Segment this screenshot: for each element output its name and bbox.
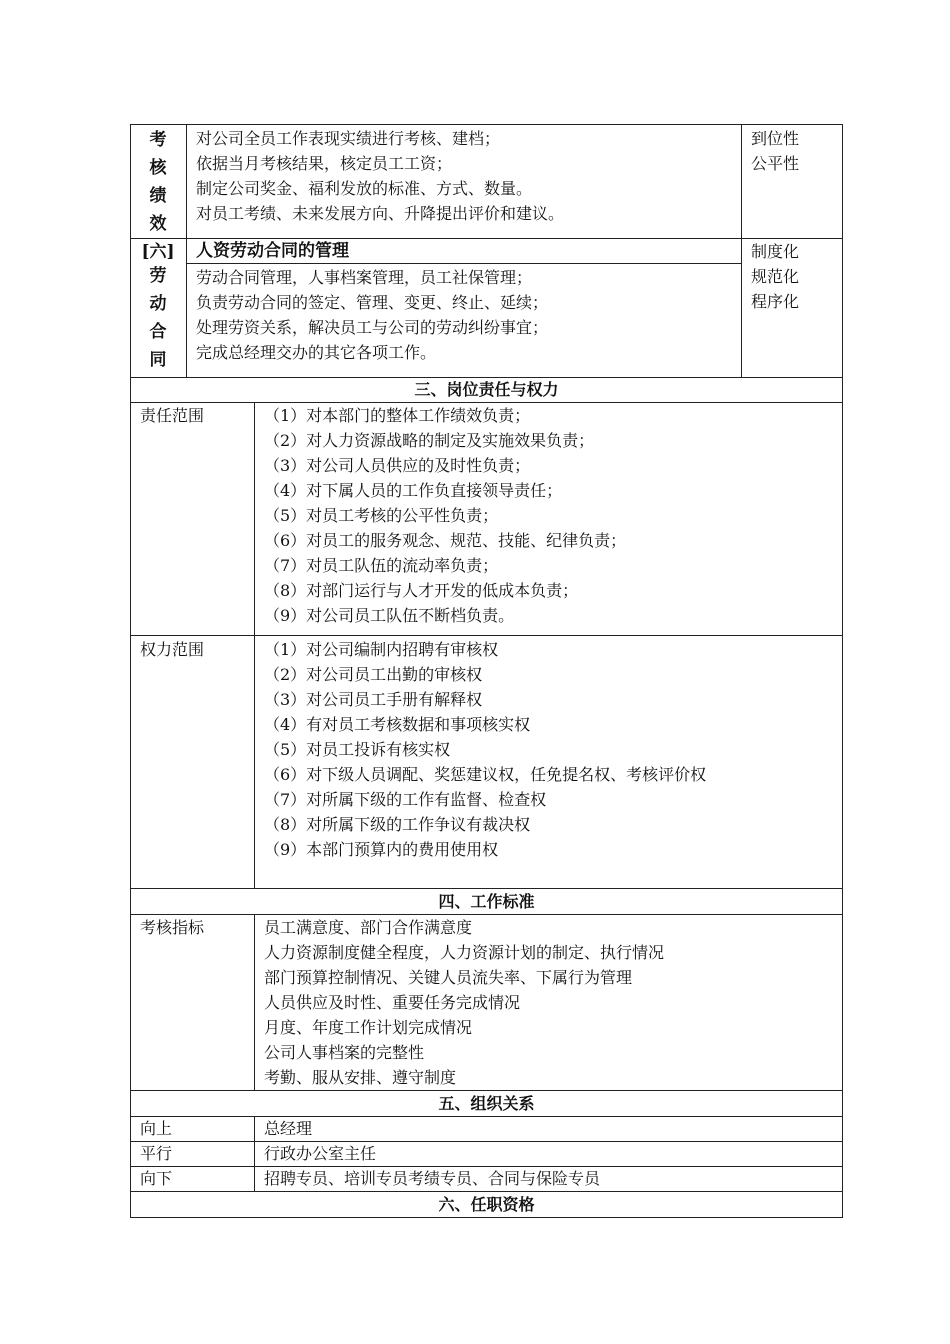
indicator-label: 考核指标: [140, 918, 205, 937]
list-item: （8）对部门运行与人才开发的低成本负责；: [264, 581, 579, 600]
duty-line: 依据当月考核结果，核定员工工资；: [196, 154, 453, 173]
section-title: 六、任职资格: [438, 1195, 535, 1214]
table-border-top: [130, 124, 843, 125]
contract-title: 人资劳动合同的管理: [196, 241, 349, 261]
relation-value: 行政办公室主任: [264, 1144, 377, 1163]
responsibility-list: [264, 403, 626, 628]
standard-item: 到位性: [751, 129, 800, 148]
standard-item: 程序化: [751, 292, 800, 311]
divider: [186, 124, 187, 377]
list-item: 部门预算控制情况、关键人员流失率、下属行为管理: [264, 968, 633, 987]
divider: [741, 124, 742, 377]
list-item: （5）对员工投诉有核实权: [264, 740, 451, 759]
authority-list: [264, 637, 706, 862]
section-title: 三、岗位责任与权力: [414, 380, 559, 399]
duty-line: 完成总经理交办的其它各项工作。: [196, 343, 437, 362]
kaohe-duties: [196, 126, 564, 226]
list-item: （4）有对员工考核数据和事项核实权: [264, 715, 531, 734]
divider: [254, 914, 255, 1090]
standard-item: 制度化: [751, 242, 800, 261]
duty-line: 劳动合同管理，人事档案管理，员工社保管理；: [196, 268, 533, 287]
list-item: （9）本部门预算内的费用使用权: [264, 840, 499, 859]
list-item: （6）对下级人员调配、奖惩建议权，任免提名权、考核评价权: [264, 765, 707, 784]
authority-label: 权力范围: [140, 640, 205, 659]
list-item: 员工满意度、部门合作满意度: [264, 918, 473, 937]
list-item: （2）对公司员工出勤的审核权: [264, 665, 483, 684]
list-item: 人员供应及时性、重要任务完成情况: [264, 993, 521, 1012]
section-title: 四、工作标准: [438, 892, 535, 911]
list-item: （1）对本部门的整体工作绩效负责；: [264, 406, 531, 425]
list-item: （9）对公司员工队伍不断档负责。: [264, 606, 515, 625]
list-item: （3）对公司员工手册有解释权: [264, 690, 483, 709]
relation-label: 平行: [140, 1144, 173, 1163]
table-border-right: [842, 124, 843, 1218]
relation-label: 向上: [140, 1119, 173, 1138]
kaohe-standard: [751, 126, 799, 176]
duty-line: 对公司全员工作表现实绩进行考核、建档；: [196, 129, 501, 148]
list-item: （8）对所属下级的工作争议有裁决权: [264, 815, 531, 834]
divider: [254, 1116, 255, 1191]
list-item: （4）对下属人员的工作负直接领导责任；: [264, 481, 563, 500]
duty-line: 对员工考绩、未来发展方向、升降提出评价和建议。: [196, 204, 565, 223]
duty-line: 制定公司奖金、福利发放的标准、方式、数量。: [196, 179, 533, 198]
divider: [254, 402, 255, 888]
relation-value: 招聘专员、培训专员考绩专员、合同与保险专员: [264, 1169, 601, 1188]
list-item: （7）对所属下级的工作有监督、检查权: [264, 790, 547, 809]
list-item: 月度、年度工作计划完成情况: [264, 1018, 473, 1037]
contract-duties: [196, 265, 548, 365]
list-item: （7）对员工队伍的流动率负责；: [264, 556, 499, 575]
list-item: 考勤、服从安排、遵守制度: [264, 1068, 457, 1087]
list-item: （3）对公司人员供应的及时性负责；: [264, 456, 531, 475]
standard-item: 公平性: [751, 154, 800, 173]
list-item: 公司人事档案的完整性: [264, 1043, 425, 1062]
list-item: （2）对人力资源战略的制定及实施效果负责；: [264, 431, 595, 450]
responsibility-label: 责任范围: [140, 406, 205, 425]
relation-value: 总经理: [264, 1119, 313, 1138]
duty-line: 负责劳动合同的签定、管理、变更、终止、延续；: [196, 293, 549, 312]
standard-item: 规范化: [751, 267, 800, 286]
list-item: （1）对公司编制内招聘有审核权: [264, 640, 499, 659]
contract-standard: [751, 239, 799, 314]
contract-number: [六]: [141, 242, 175, 262]
list-item: （5）对员工考核的公平性负责；: [264, 506, 499, 525]
relation-label: 向下: [140, 1169, 173, 1188]
section-title: 五、组织关系: [438, 1094, 535, 1113]
list-item: 人力资源制度健全程度，人力资源计划的制定、执行情况: [264, 943, 665, 962]
duty-line: 处理劳资关系，解决员工与公司的劳动纠纷事宜；: [196, 318, 549, 337]
indicator-list: [264, 915, 664, 1090]
divider: [130, 1141, 843, 1142]
list-item: （6）对员工的服务观念、规范、技能、纪律负责；: [264, 531, 627, 550]
divider: [130, 635, 843, 636]
